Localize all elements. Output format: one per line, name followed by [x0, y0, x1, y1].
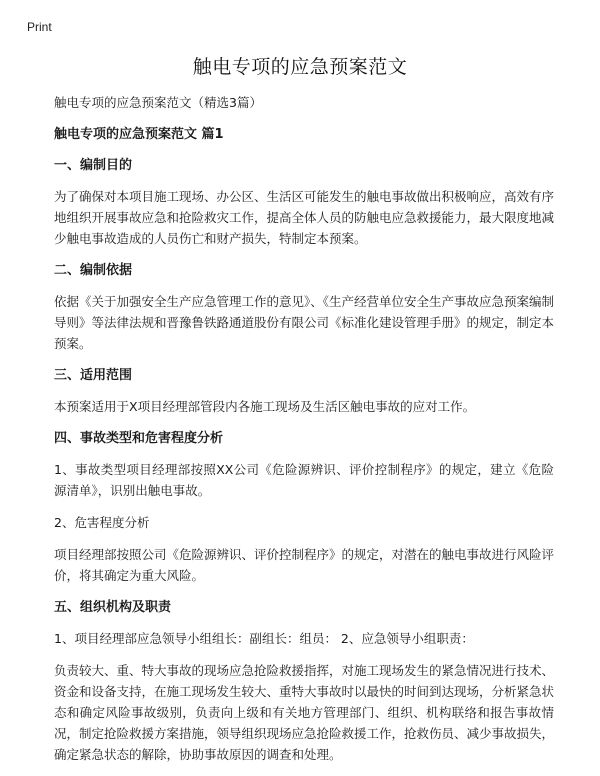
section-paragraph: 本预案适用于X项目经理部管段内各施工现场及生活区触电事故的应对工作。 — [54, 399, 476, 414]
document-subtitle: 触电专项的应急预案范文（精选3篇） — [54, 95, 262, 110]
section-heading: 一、编制目的 — [54, 158, 133, 173]
article-heading: 触电专项的应急预案范文 篇1 — [54, 127, 224, 142]
page-title: 触电专项的应急预案范文 — [192, 56, 408, 78]
section-scope — [54, 365, 554, 417]
section-risk-analysis — [54, 428, 554, 586]
print-label: Print — [27, 20, 52, 34]
section-paragraph: 负责较大、重、特大事故的现场应急抢险救援指挥，对施工现场发生的紧急情况进行技术、资金和设备支持，在施工现场发生较大、重特大事故时以最快的时间到达现场，分析紧急状态和确定风险事故级别，负责向上级和有关地方管理部门、组织、机构联络和报告事故情况，制定抢险救援方案措施，领导组织现场应急抢险救援工作，抢救伤员、减少事故损失，确定紧急状态的解除，协助事故原因的调查和处理。 — [54, 663, 555, 762]
section-paragraph: 2、危害程度分析 — [54, 515, 150, 530]
section-paragraph: 为了确保对本项目施工现场、办公区、生活区可能发生的触电事故做出积极响应，高效有序地组织开展事故应急和抢险救灾工作，提高全体人员的防触电应急救援能力，最大限度地减少触电事故造成的人员伤亡和财产损失，特制定本预案。 — [54, 189, 555, 246]
section-organization — [54, 597, 554, 765]
section-purpose — [54, 155, 554, 249]
section-heading: 三、适用范围 — [54, 368, 133, 383]
section-heading: 四、事故类型和危害程度分析 — [54, 431, 224, 446]
section-paragraph: 项目经理部按照公司《危险源辨识、评价控制程序》的规定，对潜在的触电事故进行风险评价，将其确定为重大风险。 — [54, 547, 555, 583]
section-heading: 五、组织机构及职责 — [54, 600, 172, 615]
section-paragraph: 1、事故类型项目经理部按照XX公司《危险源辨识、评价控制程序》的规定，建立《危险源清单》，识别出触电事故。 — [54, 462, 554, 498]
section-basis — [54, 260, 554, 354]
section-paragraph: 依据《关于加强安全生产应急管理工作的意见》、《生产经营单位安全生产事故应急预案编制导则》等法律法规和晋豫鲁铁路通道股份有限公司《标准化建设管理手册》的规定，制定本预案。 — [54, 294, 555, 351]
document-body — [54, 92, 554, 776]
section-heading: 二、编制依据 — [54, 263, 133, 278]
section-paragraph: 1、项目经理部应急领导小组组长：副组长：组员： 2、应急领导小组职责： — [54, 631, 474, 646]
